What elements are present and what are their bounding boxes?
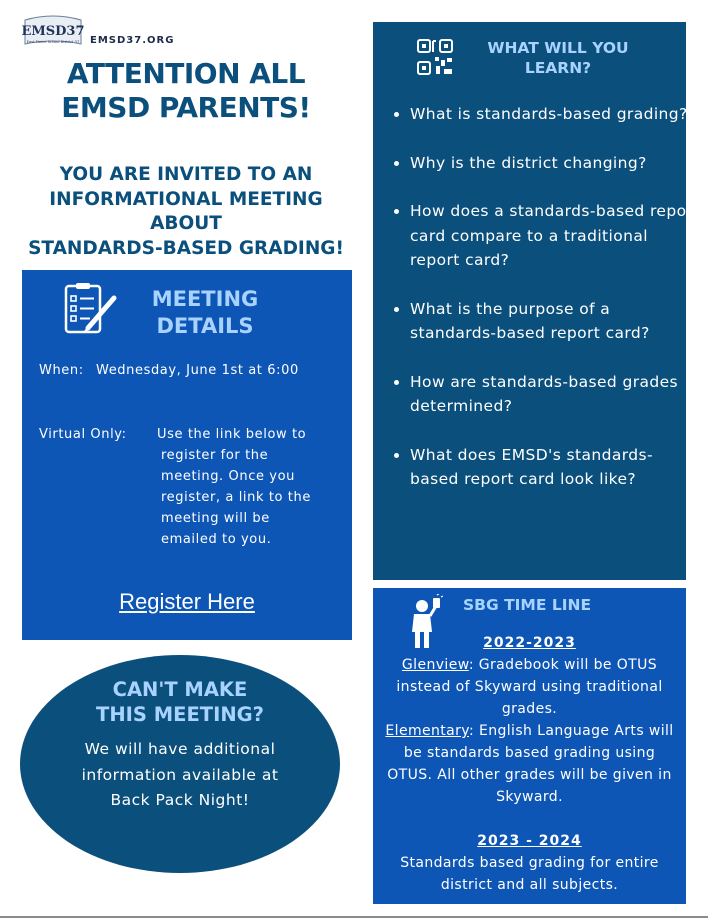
glenview-label: Glenview	[401, 657, 469, 673]
what-will-you-learn-panel	[373, 22, 700, 580]
timeline-title: SBG TIME LINE	[463, 596, 592, 614]
list-item: • What is the purpose of a standards-based report card?	[410, 297, 700, 346]
when-label: When:	[39, 363, 84, 378]
virtual-label: Virtual Only:	[39, 427, 127, 442]
headline-line: EMSD PARENTS!	[61, 91, 311, 124]
instruction-line: register, a link to the	[161, 490, 311, 505]
invite-line: INFORMATIONAL MEETING	[49, 188, 323, 210]
oval-text	[50, 737, 310, 814]
site-url: EMSD37.ORG	[90, 35, 175, 46]
title-line: LEARN?	[524, 59, 592, 77]
invitation-text	[20, 163, 352, 261]
invite-line: STANDARDS-BASED GRADING!	[28, 237, 344, 259]
timeline-body	[383, 632, 676, 896]
list-item: • How are standards-based grades determined?	[410, 370, 700, 419]
emsd-logo	[22, 14, 84, 52]
title-line: WHAT WILL YOU	[487, 39, 629, 57]
qr-code-icon	[416, 38, 456, 78]
oval-title	[20, 677, 340, 727]
oval-line: Back Pack Night!	[110, 791, 250, 809]
cant-make-meeting-oval	[20, 655, 340, 873]
learn-topics-list	[393, 102, 700, 516]
title-line: MEETING	[151, 287, 259, 311]
elementary-entry	[383, 720, 676, 808]
year2-text: Standards based grading for entire district and all subjects.	[400, 855, 659, 893]
instruction-line: register for the	[161, 448, 269, 463]
title-line: CAN'T MAKE	[112, 678, 248, 701]
glenview-text: : Gradebook will be OTUS instead of Skyward using traditional grades.	[396, 657, 663, 717]
list-item: • How does a standards-based report card compare to a traditional report card?	[410, 199, 700, 273]
instruction-line: emailed to you.	[161, 532, 272, 547]
svg-text:EMSD37: EMSD37	[22, 24, 84, 39]
when-value: Wednesday, June 1st at 6:00	[96, 363, 299, 378]
checklist-icon	[62, 282, 120, 336]
meeting-details-title	[130, 286, 280, 340]
oval-line: We will have additional	[84, 740, 276, 758]
list-item: • What is standards-based grading?	[410, 102, 700, 127]
svg-text:East Maine School District 37: East Maine School District 37	[26, 40, 80, 44]
headline	[20, 57, 352, 125]
year-heading: 2023 - 2024	[477, 833, 582, 849]
title-line: DETAILS	[156, 314, 254, 338]
glenview-entry	[383, 654, 676, 720]
year-heading: 2022-2023	[483, 635, 576, 651]
sbg-timeline-panel	[373, 588, 686, 904]
meeting-details-panel	[22, 270, 352, 640]
headline-line: ATTENTION ALL	[66, 57, 306, 90]
virtual-instructions	[157, 424, 342, 550]
instruction-line: meeting. Once you	[161, 469, 295, 484]
invite-line: ABOUT	[150, 213, 222, 234]
elementary-text: : English Language Arts will be standards based grading using OTUS. All other grades will be given in Skyward.	[387, 723, 674, 805]
register-here-link[interactable]: Register Here	[119, 589, 255, 614]
oval-line: information available at	[81, 765, 279, 784]
instruction-line: meeting will be	[161, 511, 270, 526]
bottom-divider	[0, 916, 708, 918]
title-line: THIS MEETING?	[96, 703, 264, 726]
list-item: • What does EMSD's standards-based report card look like?	[410, 443, 700, 492]
instruction-line: Use the link below to	[157, 427, 307, 442]
invite-line: YOU ARE INVITED TO AN	[59, 164, 313, 185]
list-item: • Why is the district changing?	[410, 151, 700, 176]
elementary-label: Elementary	[385, 723, 469, 739]
learn-title	[468, 38, 648, 78]
